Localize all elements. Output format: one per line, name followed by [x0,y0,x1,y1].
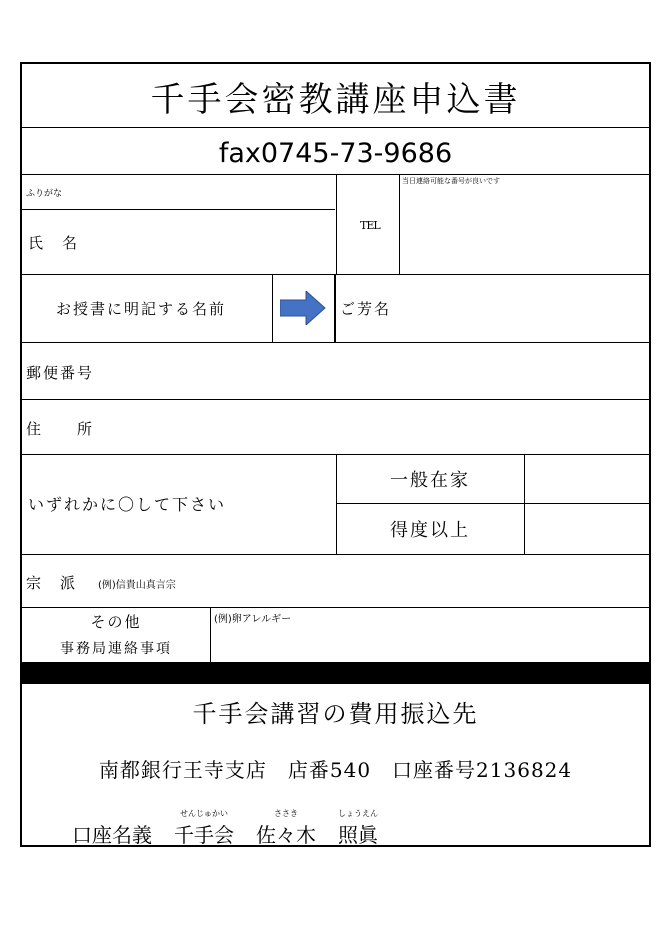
application-form [20,62,651,847]
divider [22,342,649,343]
other-example: (例)卵アレルギー [214,614,292,625]
divider [22,607,649,608]
furigana-label: ふりがな [26,189,63,199]
holder-given [338,809,378,848]
holder-given-text: 照眞 [338,823,378,847]
choice-option-layperson[interactable]: 一般在家 [390,470,470,491]
account-name-label: 口座名義 [72,823,152,847]
tel-label: TEL [360,219,380,232]
divider [336,174,337,274]
divider [334,274,336,342]
holder-surname-text: 佐々木 [256,823,316,847]
divider [272,274,273,342]
bank-account-line: 南都銀行王寺支店 店番540 口座番号2136824 [98,758,573,782]
divider [210,607,211,662]
account-holder-row [72,808,378,848]
postal-code-label: 郵便番号 [26,364,95,382]
other-label: その他 [90,613,142,631]
sect-label: 宗 派 [26,574,78,592]
right-arrow-icon [280,291,326,325]
holder-org-text: 千手会 [174,823,234,847]
office-notes-label: 事務局連絡事項 [60,641,172,657]
divider [399,174,400,274]
name-label: 氏 名 [28,234,80,252]
form-title: 千手会密教講座申込書 [150,79,521,120]
tel-note: 当日連絡可能な番号が良いです [402,177,500,185]
holder-org-ruby: せんじゅかい [180,809,228,818]
holder-org [174,809,234,848]
payment-title: 千手会講習の費用振込先 [192,700,479,728]
address-label: 住 所 [26,420,95,438]
divider [22,209,335,210]
holder-surname [256,809,316,848]
divider [22,127,649,128]
sect-example: (例)信貴山真言宗 [98,580,176,591]
holder-given-ruby: しょうえん [338,809,378,818]
choice-instruction: いずれかに〇して下さい [28,495,227,514]
certificate-name-label: お授書に明記する名前 [56,300,227,318]
divider [22,554,649,555]
black-separator-bar [22,662,649,684]
divider [524,454,525,554]
fax-number: fax0745-73-9686 [218,137,453,169]
choice-option-ordained[interactable]: 得度以上 [390,520,470,541]
holder-surname-ruby: ささき [274,809,298,818]
given-name-label: ご芳名 [340,300,392,318]
divider [22,399,649,400]
